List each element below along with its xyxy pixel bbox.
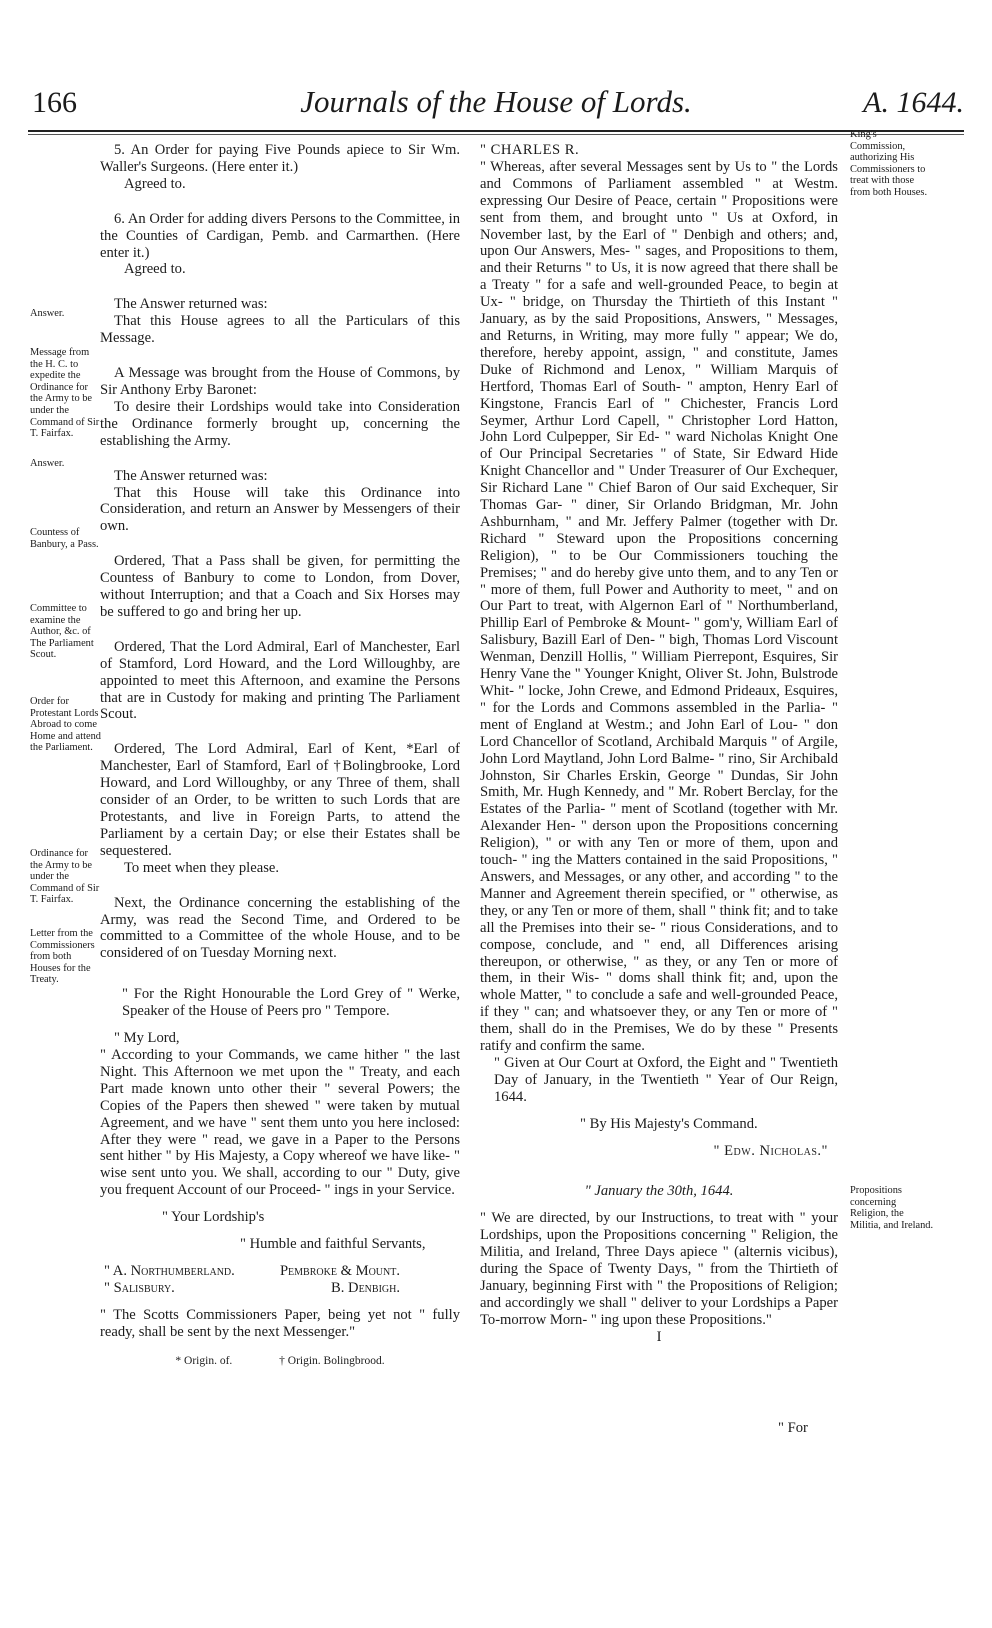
header-rule-thin (28, 134, 964, 135)
order-item-6: 6. An Order for adding divers Persons to the Committee, in the Counties of Cardigan, Pemb. and Carmarthen. (Here enter it.) (100, 210, 460, 261)
letter-address: " For the Right Honourable the Lord Grey of " Werke, Speaker of the House of Peers pro " Tempore. (122, 986, 460, 1020)
page-year: A. 1644. (863, 86, 964, 119)
signature-mark: I (656, 1328, 662, 1345)
answer-1-text: That this House agrees to all the Particulars of this Message. (100, 313, 460, 347)
charles-heading: " CHARLES R. (480, 142, 580, 158)
letter-body: " According to your Commands, we came hither " the last Night. This Afternoon we met upon the " Treaty, and each Part made known unto other their " several Powers; the Copies of the Papers then shewed " were taken by mutual Agreement, and we have " sent them unto you here inclosed: After they were " read, we gave in a Paper to the Persons sent hither " by His Majesty, a Copy whereof we have like- " wise sent unto you. We shall, according to our " Duty, give you frequent Account of our Proceed- " ings in your Service. (100, 1046, 460, 1199)
commons-message-desire: To desire their Lordships would take into Consideration the Ordinance formerly brought up, concerning the establishing the Army. (100, 398, 460, 449)
page-title: Journals of the House of Lords. (300, 84, 692, 119)
margin-note-ordinance: Ordinance for the Army to be under the Command of Sir T. Fairfax. (30, 848, 100, 906)
letter-close-2: " Humble and faithful Servants, (240, 1236, 426, 1253)
margin-note-message: Message from the H. C. to expedite the Ordinance for the Army to be under the Command of Sir T. Fairfax. (30, 347, 100, 440)
protestant-meet: To meet when they please. (124, 859, 279, 876)
answer-1-intro: The Answer returned was: (114, 296, 268, 313)
order-item-5: 5. An Order for paying Five Pounds apiece to Sir Wm. Waller's Surgeons. (Here enter it.) (100, 142, 460, 175)
signature-nicholas: " Edw. Nicholas." (713, 1142, 828, 1159)
margin-note-letter: Letter from the Commissioners from both Houses for the Treaty. (30, 928, 95, 986)
footnote-1: * Origin. of. (175, 1354, 233, 1367)
agreed-6: Agreed to. (124, 261, 186, 278)
propositions-text: " We are directed, by our Instructions, to treat with " your Lordships, upon the Propositions concerning " Religion, the Militia, and Ireland, Three Days apiece " (alternis vicibus), during the Space of Twenty Days, " from the Thirtieth of January, beginning First with " the Propositions of Religion; and accordingly we shall " deliver to your Lordships a Paper To-morrow Morn- " ing upon these Propositions." (480, 1210, 838, 1328)
pass-order: Ordered, That a Pass shall be given, for permitting the Countess of Banbury to come to London, from Dover, without Interruption; and that a Coach and Six Horses may be suffered to go and bring her up. (100, 553, 460, 620)
protestant-lords-order: Ordered, The Lord Admiral, Earl of Kent, *Earl of Manchester, Earl of Stamford, Earl of †Bolingbrooke, Lord Howard, and Lord Willoughby, or any Three of them, shall consider of an Order, to be written to such Lords that are Protestants, and live in Foreign Parts, to attend the Parliament by a certain Day; or else their Estates shall be sequestered. (100, 741, 460, 859)
page-header (28, 84, 964, 128)
commons-message: A Message was brought from the House of Commons, by Sir Anthony Erby Baronet: (100, 365, 460, 398)
margin-note-answer-2: Answer. (30, 458, 65, 469)
margin-note-answer-1: Answer. (30, 308, 65, 319)
footnote-2: † Origin. Bolingbrood. (279, 1354, 385, 1367)
signature-northumberland: " A. Northumberland. (104, 1262, 235, 1279)
left-column (100, 142, 460, 1369)
margin-note-propositions: Propositions concerning Religion, the Militia, and Ireland. (850, 1185, 934, 1231)
signature-denbigh: B. Denbigh. (331, 1279, 400, 1296)
agreed-5: Agreed to. (124, 175, 186, 192)
right-column (480, 142, 838, 1346)
answer-2-text: That this House will take this Ordinance into Consideration, and return an Answer by Messengers of their own. (100, 484, 460, 535)
ordinance-paragraph: Next, the Ordinance concerning the establishing of the Army, was read the Second Time, and Ordered to be committed to a Committee of the whole House, and to be considered of on Tuesday Morning next. (100, 894, 460, 962)
footnotes (100, 1353, 460, 1370)
letter-salutation: " My Lord, (114, 1030, 180, 1047)
signature-row-1 (104, 1263, 400, 1280)
margin-note-protestant: Order for Protestant Lords Abroad to come Home and attend the Parliament. (30, 696, 101, 754)
margin-note-kings-commission: King's Commission, authorizing His Commissioners to treat with those from both Houses. (850, 129, 928, 198)
signature-row-2 (104, 1280, 400, 1297)
answer-2-intro: The Answer returned was: (114, 467, 268, 484)
letter-close-1: " Your Lordship's (162, 1209, 265, 1226)
date-line: " January the 30th, 1644. (584, 1183, 734, 1200)
committee-order: Ordered, That the Lord Admiral, Earl of Manchester, Earl of Stamford, Lord Howard, and the Lord Willoughby, are appointed to meet this Afternoon, and examine the Persons that are in Custody for making and printing The Parliament Scout. (100, 638, 460, 723)
given-at-oxford: " Given at Our Court at Oxford, the Eight and " Twentieth Day of January, in the Twentieth " Year of Our Reign, 1644. (494, 1054, 838, 1105)
margin-note-countess: Countess of Banbury, a Pass. (30, 527, 99, 550)
signature-pembroke: Pembroke & Mount. (279, 1262, 400, 1279)
catchword: " For (778, 1420, 808, 1436)
header-rule (28, 130, 964, 132)
margin-note-committee: Committee to examine the Author, &c. of The Parliament Scout. (30, 603, 94, 661)
page-number: 166 (32, 86, 77, 119)
letter-postscript: " The Scotts Commissioners Paper, being yet not " fully ready, shall be sent by the next Messenger." (100, 1306, 460, 1340)
by-his-majestys-command: " By His Majesty's Command. (580, 1115, 758, 1132)
signature-salisbury: " Salisbury. (104, 1279, 175, 1296)
kings-commission-text: " Whereas, after several Messages sent by Us to " the Lords and Commons of Parliament assembled " at Westm. expressing Our Desire of Peace, certain " Propositions were sent from them, and brought unto " Us at Oxford, in November last, by the Earl of " Denbigh and others; and, upon Our Answers, Mes- " sages, and Propositions to them, and their Returns " to Us, it is now agreed that there shall be a Treaty " for a safe and well-grounded Peace, to begin at Ux- " bridge, on Thursday the Thirtieth of this Instant " January, as by the said Propositions, Answers, " Messages, and Returns, in Writing, may more fully " appear; We do, therefore, hereby appoint, assign, " and constitute, James Duke of Richmond and Lenox, " William Marquis of Hertford, Thomas Earl of South- " ampton, Henry Earl of Kingstone, Francis Earl of " Chichester, Francis Lord Seymer, Arthur Lord Capell, " Christopher Lord Hatton, John Lord Culpepper, Sir Ed- " ward Nicholas Knight One of Our Principal Secretaries " of State, Sir Edward Hide Knight Chancellor and " Under Treasurer of Our Exchequer, Sir Richard Lane " Chief Baron of Our said Exchequer, Sir Thomas Gar- " diner, Sir Orlando Bridgman, Mr. John Ashburnham, " and Mr. Jeffery Palmer (together with Dr. Richard " Steward upon the Propositions concerning Religion), " to be Our Commissioners touching the Premises; " and do hereby give unto them, and to any Ten or " more of them, full Power and Authority to meet, " and on Our Part to treat, with Algernon Earl of " Northumberland, Phillip Earl of Pembroke & Mount- " gom'y, William Earl of Salisbury, Bazill Earl of Den- " bigh, Thomas Lord Viscount Wenman, Denzill Hollis, " William Pierrepont, Esquires, Sir Henry Vane the " Younger Knight, Oliver St. John, Bulstrode Whit- " locke, John Crewe, and Edmond Prideaux, Esquires, " for the Lords and Commons assembled in the Parlia- " ment of England at Westm.; and John Earl of Lou- " don Lord Chancellor of Scotland, Archibald Marquis " of Argile, John Lord Maytland, John Lord Balme- " rino, Sir Archibald Johnston, Sir Charles Erskin, George " Dundas, Sir John Smith, Mr. Hugh Kennedy, and " Mr. Robert Berclay, for the Estates of the Parlia- " ment of Scotland (together with Mr. Alexander Hen- " derson upon the Propositions concerning Religion), " or with any Ten or more of them, upon and touch- " ing the Matters contained in the said Propositions, " Answers, and Messages, or any other, and according " to the Manner and Agreement therein specified, or " otherwise, as they, or any Ten or more of them, shall " think fit; and to take all the Premises into their se- " rious Considerations, and to compose, conclude, and " end, all Differences arising thereupon, or otherwise, " as they, or any Ten or more of them, in their Wis- " doms shall think fit; and, upon the whole Matter, " to conclude a safe and well-grounded Peace, if they " can; and whatsoever they, or any Ten or more of " them, shall do in the Premises, We do by these " Presents ratify and confirm the same. (480, 158, 838, 1055)
